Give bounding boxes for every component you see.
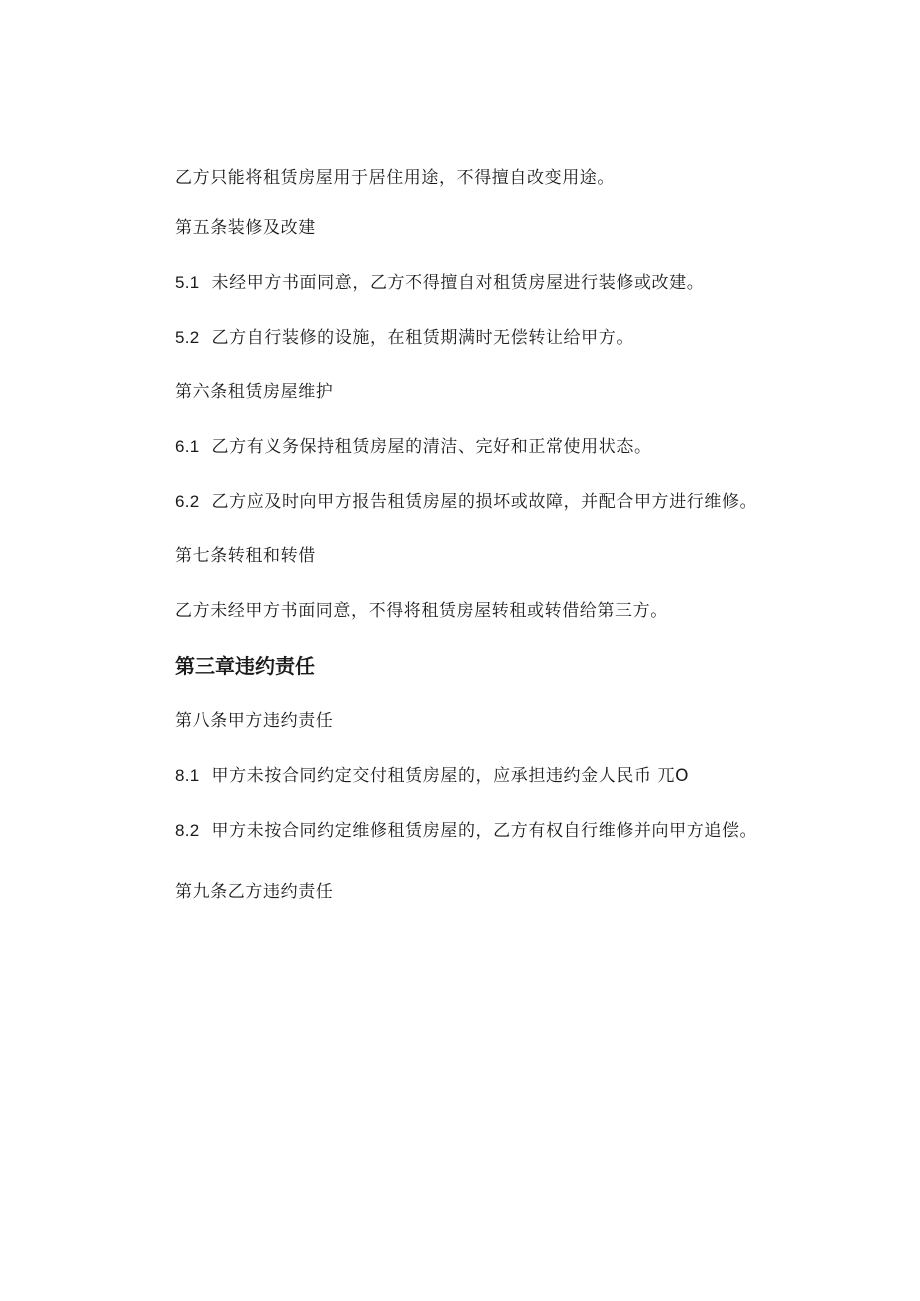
paragraph-text: 乙方未经甲方书面同意，不得将租赁房屋转租或转借给第三方。	[175, 601, 668, 621]
chapter-title: 第三章违约责任	[175, 654, 315, 678]
paragraph-text: 乙方只能将租赁房屋用于居住用途，不得擅自改变用途。	[175, 168, 615, 188]
clause-6-2	[175, 492, 757, 512]
article-heading-9	[175, 882, 333, 902]
clause-text: 甲方未按合同约定维修租赁房屋的，乙方有权自行维修并向甲方追偿。	[211, 821, 758, 841]
paragraph-sublet-restriction	[175, 601, 668, 621]
clause-number: 6.2	[175, 492, 200, 511]
clause-number: 8.2	[175, 821, 200, 840]
article-heading-7	[175, 546, 316, 566]
clause-text: 乙方应及时向甲方报告租赁房屋的损坏或故障，并配合甲方进行维修。	[211, 492, 758, 512]
clause-5-2	[175, 328, 634, 348]
clause-5-1	[175, 273, 704, 293]
heading-text: 第五条装修及改建	[175, 218, 316, 238]
clause-text: 甲方未按合同约定交付租赁房屋的，应承担违约金人民币 兀O	[211, 766, 690, 786]
paragraph-usage-restriction	[175, 168, 615, 188]
heading-text: 第九条乙方违约责任	[175, 882, 334, 902]
clause-text: 未经甲方书面同意，乙方不得擅自对租赁房屋进行装修或改建。	[211, 273, 705, 293]
clause-number: 6.1	[175, 437, 200, 456]
clause-8-2	[175, 821, 757, 841]
clause-number: 5.2	[175, 328, 200, 347]
clause-text: 乙方自行装修的设施，在租赁期满时无偿转让给甲方。	[211, 328, 634, 348]
heading-text: 第八条甲方违约责任	[175, 711, 334, 731]
article-heading-6	[175, 382, 333, 402]
clause-text: 乙方有义务保持租赁房屋的清洁、完好和正常使用状态。	[211, 437, 652, 457]
chapter-heading-3	[175, 656, 315, 676]
clause-6-1	[175, 437, 652, 457]
clause-number: 8.1	[175, 766, 200, 785]
clause-8-1	[175, 766, 689, 786]
heading-text: 第七条转租和转借	[175, 546, 316, 566]
article-heading-5	[175, 218, 316, 238]
heading-text: 第六条租赁房屋维护	[175, 382, 334, 402]
article-heading-8	[175, 711, 333, 731]
clause-number: 5.1	[175, 273, 200, 292]
